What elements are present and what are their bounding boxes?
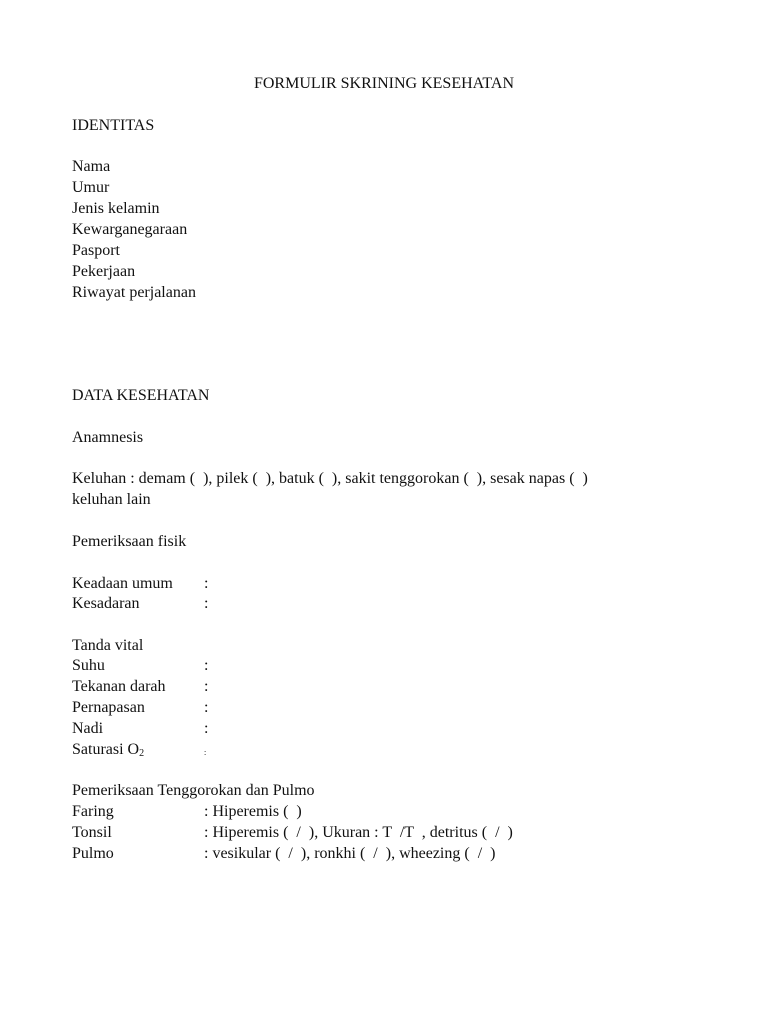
tekanan-darah-colon: : [204,678,209,695]
field-nama: Nama [72,158,111,175]
pemeriksaan-fisik-heading: Pemeriksaan fisik [72,533,187,550]
identitas-heading: IDENTITAS [72,117,155,134]
field-umur: Umur [72,179,110,196]
anamnesis-heading: Anamnesis [72,429,144,446]
saturasi-label [72,740,144,760]
nadi-label: Nadi [72,720,104,737]
kesadaran-colon: : [204,595,209,612]
keluhan-line: Keluhan : demam ( ), pilek ( ), batuk ( ), sakit tenggorokan ( ), sesak napas ( ) [72,470,588,487]
pernapasan-colon: : [204,699,209,716]
saturasi-colon: : [204,748,207,757]
pulmo-label: Pulmo [72,845,114,862]
data-kesehatan-heading: DATA KESEHATAN [72,387,210,404]
keadaan-umum-colon: : [204,575,209,592]
field-jenis-kelamin: Jenis kelamin [72,200,160,217]
pemeriksaan-tenggorokan-heading: Pemeriksaan Tenggorokan dan Pulmo [72,782,315,799]
keadaan-umum-label: Keadaan umum [72,575,173,592]
nadi-colon: : [204,720,209,737]
field-riwayat-perjalanan: Riwayat perjalanan [72,284,196,301]
suhu-label: Suhu [72,657,105,674]
tekanan-darah-label: Tekanan darah [72,678,166,695]
pulmo-value: : vesikular ( / ), ronkhi ( / ), wheezing ( / ) [204,845,496,862]
faring-value: : Hiperemis ( ) [204,803,302,820]
faring-label: Faring [72,803,114,820]
tonsil-value: : Hiperemis ( / ), Ukuran : T /T , detritus ( / ) [204,824,513,841]
kesadaran-label: Kesadaran [72,595,140,612]
field-pasport: Pasport [72,242,120,259]
tonsil-label: Tonsil [72,824,112,841]
saturasi-subscript: 2 [139,748,145,759]
tanda-vital-heading: Tanda vital [72,637,144,654]
field-pekerjaan: Pekerjaan [72,263,136,280]
field-kewarganegaraan: Kewarganegaraan [72,221,188,238]
form-title: FORMULIR SKRINING KESEHATAN [253,75,515,92]
suhu-colon: : [204,657,209,674]
keluhan-lain-line: keluhan lain [72,491,151,508]
pernapasan-label: Pernapasan [72,699,145,716]
saturasi-text: Saturasi O [72,741,140,758]
